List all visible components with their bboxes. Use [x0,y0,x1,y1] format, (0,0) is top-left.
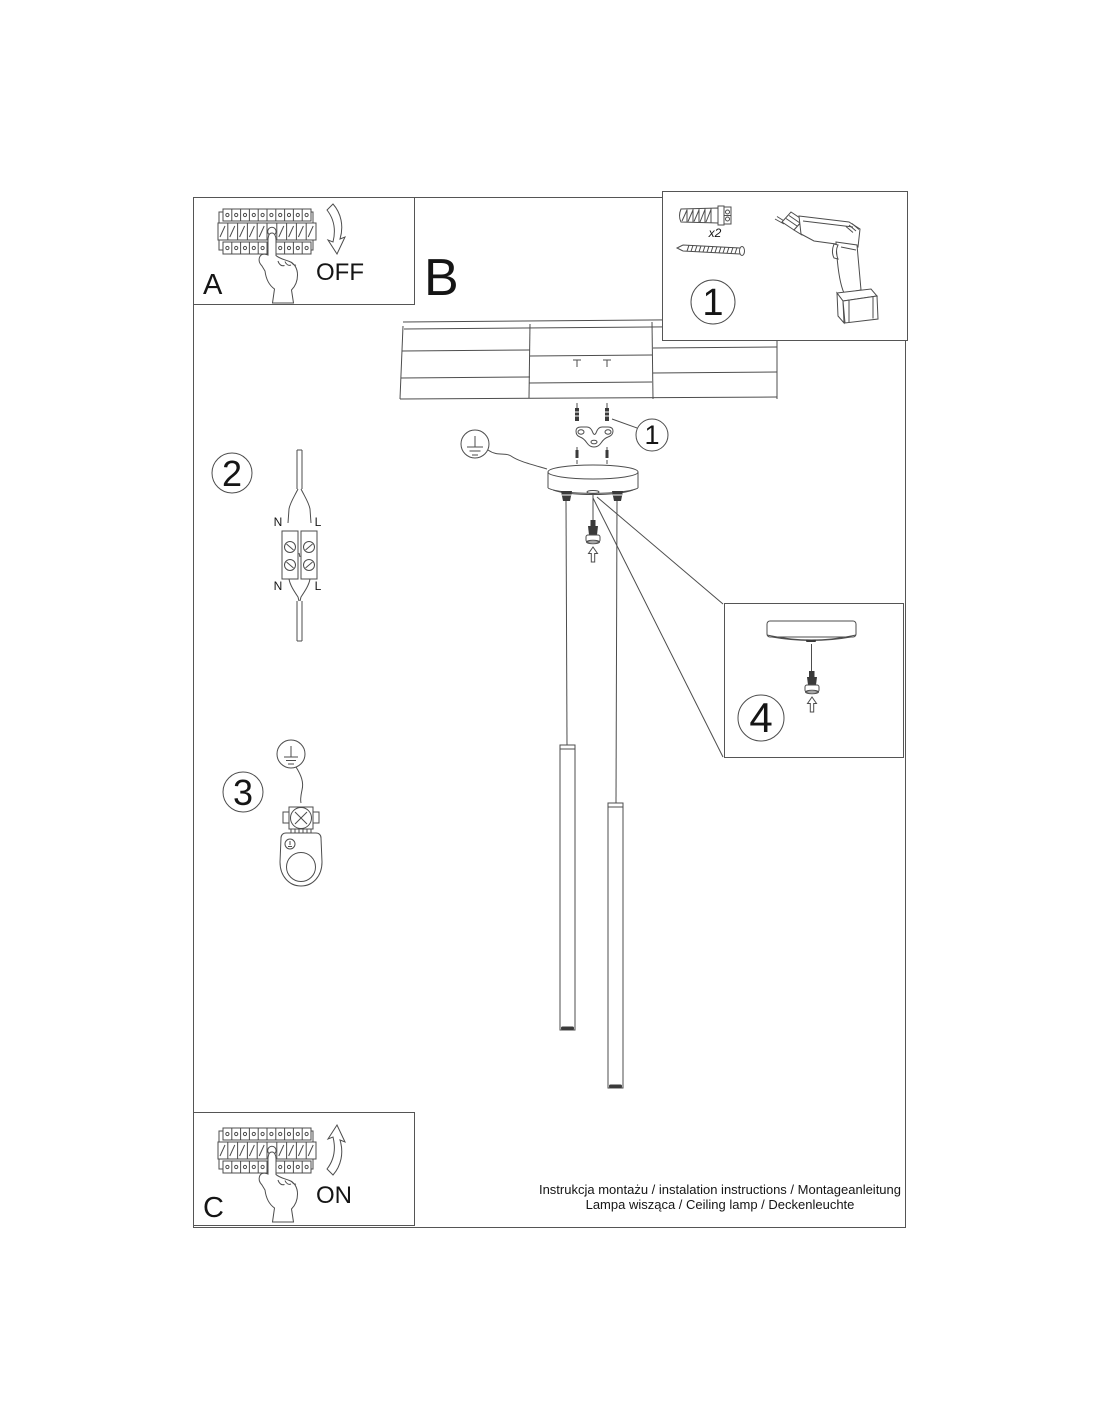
callout-1-number: 1 [644,420,660,450]
curved-arrow-down-icon [327,204,345,254]
footer-caption-line2: Lampa wisząca / Ceiling lamp / Deckenleuchte [585,1197,855,1212]
drill-icon [775,212,878,323]
up-arrow-icon [589,547,598,562]
cord-gland-left [561,491,572,501]
step-c-box [193,1112,415,1226]
breaker-off-label: OFF [316,259,364,286]
wire-label-n-bottom: N [273,579,283,593]
breaker-panel-icon [218,1128,316,1173]
wall-plug-icon [680,206,732,225]
pendant-tube-right [608,803,623,1088]
pendant-cord-left [566,501,567,745]
mounting-bracket [576,427,613,447]
step-a-box [193,197,415,305]
step-4-box [724,603,904,758]
breaker-panel-icon [218,209,316,254]
wire-label-l-top: L [314,515,322,529]
breaker-on-label: ON [316,1182,352,1209]
step-2-number: 2 [221,453,243,494]
canopy-side-icon [767,621,856,642]
footer-caption-line1: Instrukcja montażu / instalation instructions / Montageanleitung [538,1182,902,1197]
step-4-number: 4 [749,694,773,741]
cord-stop-plug [586,493,600,562]
step-a-label: A [203,269,223,301]
pendant-lamp [560,501,623,1088]
bracket-screw-dashes [576,447,609,464]
wire-label-l-bottom: L [314,579,322,593]
step-1-box [662,191,908,341]
ground-symbol [461,430,547,469]
step-3-number: 3 [232,772,254,813]
step-c-label: C [203,1192,224,1224]
pendant-cord-right [616,501,617,803]
cord-gland-right [612,491,623,501]
fixings-quantity: x2 [708,226,722,240]
pendant-tube-left [560,745,575,1030]
cord-stop-detail [805,644,819,712]
up-arrow-icon [808,697,817,712]
ground-connection-diagram [223,740,322,886]
screw-icon [677,245,745,256]
mounting-screws [575,403,609,421]
section-b-label: B [424,249,459,307]
pilot-hole-marks [573,360,611,367]
detail-leader-lines [593,497,723,757]
step-1-number: 1 [702,282,724,324]
curved-arrow-up-icon [327,1125,345,1175]
wire-label-n-top: N [273,515,283,529]
